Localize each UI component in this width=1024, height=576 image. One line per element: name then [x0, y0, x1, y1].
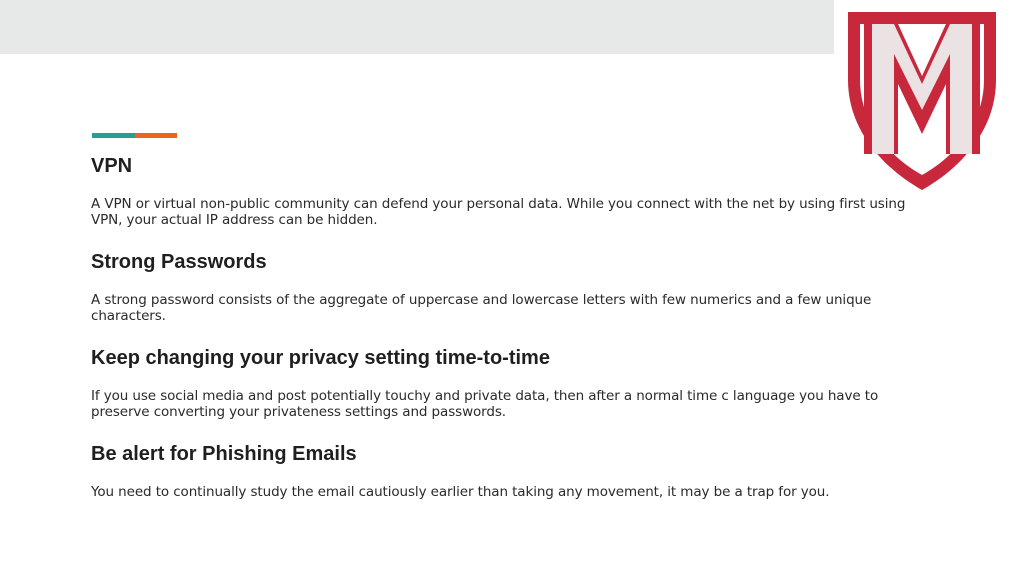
- section-title: Be alert for Phishing Emails: [91, 443, 357, 465]
- section-vpn: [91, 154, 931, 250]
- section-body: A strong password consists of the aggregate of uppercase and lowercase letters with few numerics and a few unique characters.: [91, 292, 872, 324]
- section-strong-passwords: [91, 250, 931, 346]
- section-title: Keep changing your privacy setting time-to-time: [91, 347, 550, 369]
- section-title: Strong Passwords: [91, 251, 267, 273]
- accent-bar-teal: [92, 133, 135, 138]
- section-body: You need to continually study the email cautiously earlier than taking any movement, it may be a trap for you.: [91, 484, 830, 500]
- section-body: A VPN or virtual non-public community can defend your personal data. While you connect with the net by using first using VPN, your actual IP address can be hidden.: [91, 196, 906, 228]
- accent-bar: [92, 133, 177, 138]
- accent-bar-orange: [135, 133, 177, 138]
- section-privacy-settings: [91, 346, 931, 442]
- section-title: VPN: [91, 155, 133, 177]
- content-area: [91, 154, 931, 538]
- section-phishing-emails: [91, 442, 931, 538]
- section-body: If you use social media and post potentially touchy and private data, then after a normal time c language you have to preserve converting your privateness settings and passwords.: [91, 388, 879, 420]
